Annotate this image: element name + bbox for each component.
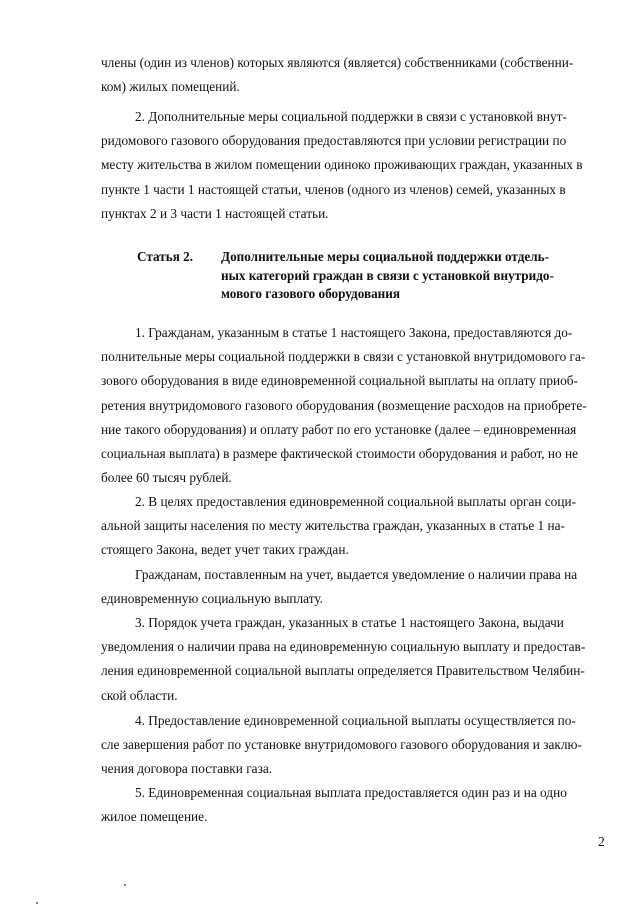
scan-speck: [36, 902, 38, 904]
text-line: зового оборудования в виде единовременной социальной выплаты на оплату приоб-: [101, 373, 578, 389]
text-line: более 60 тысяч рублей.: [101, 470, 232, 486]
text-line: уведомления о наличии права на единовременную социальную выплату и предостав-: [101, 639, 586, 655]
text-line: ние такого оборудования) и оплату работ по его установке (далее – единовременная: [101, 421, 577, 437]
article-paragraph-2: [101, 490, 617, 563]
text-line: чения договора поставки газа.: [101, 761, 273, 777]
text-line: единовременную социальную выплату.: [101, 591, 323, 607]
text-line: альной защиты населения по месту жительства граждан, указанных в статье 1 на-: [101, 518, 565, 534]
article-paragraph-4: [101, 709, 617, 782]
article-label: Статья 2.: [137, 249, 194, 264]
article-title-line: мового газового оборудования: [221, 286, 401, 301]
text-line: 2. В целях предоставления единовременной социальной выплаты орган соци-: [135, 494, 576, 509]
article-title-line: Дополнительные меры социальной поддержки отдель-: [221, 249, 550, 264]
text-line: 4. Предоставление единовременной социальной выплаты осуществляется по-: [135, 713, 576, 728]
text-line: полнительные меры социальной поддержки в связи с установкой внутридомового га-: [101, 349, 586, 365]
paragraph-continuation: [101, 51, 617, 99]
paragraph-2: [101, 105, 617, 226]
text-line: ления единовременной социальной выплаты определяется Правительством Челябин-: [101, 663, 585, 679]
text-line: 3. Порядок учета граждан, указанных в статье 1 настоящего Закона, выдачи: [135, 615, 564, 630]
article-title-line: ных категорий граждан в связи с установкой внутридо-: [221, 267, 554, 283]
text-line: жилое помещение.: [101, 809, 208, 825]
text-line: ской области.: [101, 687, 178, 703]
article-paragraph-3: [101, 611, 617, 708]
text-line: 1. Гражданам, указанным в статье 1 настоящего Закона, предоставляются до-: [135, 325, 573, 340]
text-line: месту жительства в жилом помещении одиноко проживающих граждан, указанных в: [101, 157, 583, 173]
text-line: Гражданам, поставленным на учет, выдается уведомление о наличии права на: [135, 567, 578, 582]
text-line: 5. Единовременная социальная выплата предоставляется один раз и на одно: [135, 785, 567, 800]
text-line: ретения внутридомового газового оборудования (возмещение расходов на приобрете-: [101, 397, 587, 413]
text-line: пунктах 2 и 3 части 1 настоящей статьи.: [101, 205, 329, 221]
text-line: сле завершения работ по установке внутридомового газового оборудования и заклю-: [101, 737, 582, 753]
article-paragraph-5: [101, 781, 617, 829]
text-line: ком) жилых помещений.: [101, 79, 240, 95]
article-title: [221, 248, 611, 304]
text-line: члены (один из членов) которых являются (является) собственниками (собственни-: [101, 55, 574, 70]
text-line: стоящего Закона, ведет учет таких граждан.: [101, 542, 349, 558]
text-line: пункте 1 части 1 настоящей статьи, членов (одного из членов) семей, указанных в: [101, 181, 566, 197]
page-number: 2: [598, 834, 605, 849]
text-line: 2. Дополнительные меры социальной поддержки в связи с установкой внут-: [135, 109, 567, 124]
text-line: социальная выплата) в размере фактической стоимости оборудования и работ, но не: [101, 446, 579, 462]
scan-speck: [124, 884, 126, 886]
text-line: ридомового газового оборудования предоставляются при условии регистрации по: [101, 133, 567, 149]
article-paragraph-1: [101, 321, 617, 490]
article-paragraph-2b: [101, 563, 617, 611]
